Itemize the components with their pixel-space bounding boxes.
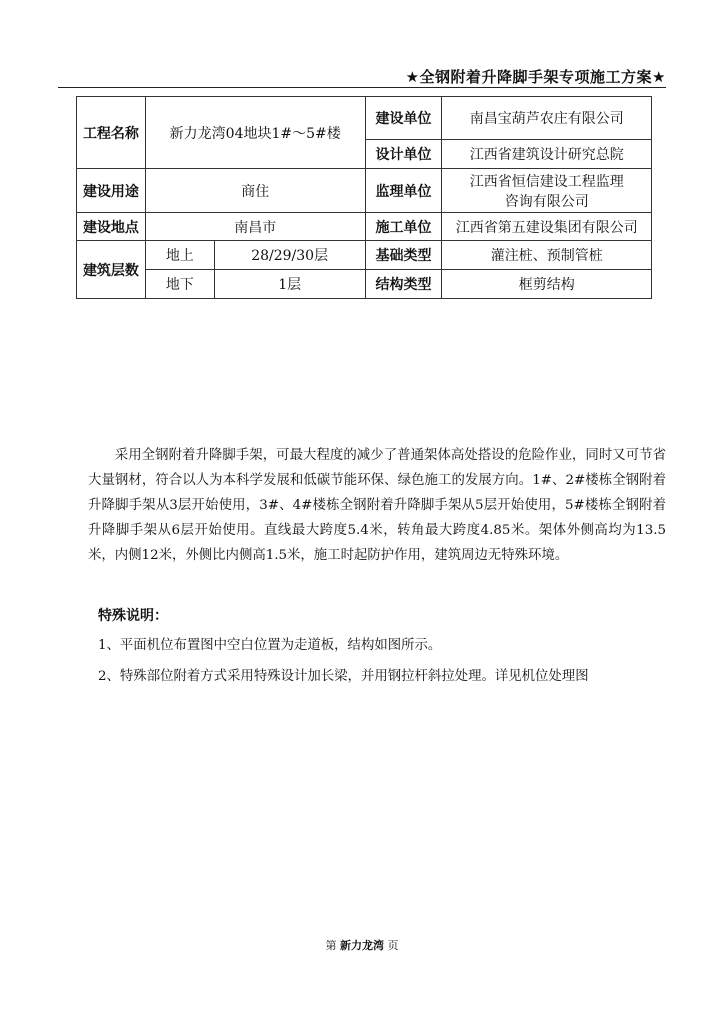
foundation-value: 灌注桩、预制管桩	[442, 241, 652, 270]
special-note-2: 2、特殊部位附着方式采用特殊设计加长梁，并用钢拉杆斜拉处理。详见机位处理图	[98, 669, 589, 684]
below-ground-value: 1层	[214, 270, 365, 299]
foundation-label: 基础类型	[365, 241, 442, 270]
structure-label: 结构类型	[365, 270, 442, 299]
body-paragraph: 采用全钢附着升降脚手架，可最大程度的减少了普通架体高处搭设的危险作业，同时又可节省大量钢材，符合以人为本科学发展和低碳节能环保、绿色施工的发展方向。1#、2#楼栋全钢附着升降脚手架从3层开始使用，3#、4#楼栋全钢附着升降脚手架从5层开始使用，5#楼栋全钢附着升降脚手架从6层开始使用。直线最大跨度5.4米，转角最大跨度4.85米。架体外侧高均为13.5米，内侧12米，外侧比内侧高1.5米，施工时起防护作用，建筑周边无特殊环境。	[88, 448, 666, 563]
footer-prefix: 第	[325, 939, 337, 952]
project-name-label: 工程名称	[77, 97, 146, 169]
usage-value: 商住	[145, 169, 365, 213]
special-note-title: 特殊说明：	[98, 608, 168, 624]
footer-project: 新力龙湾	[340, 939, 384, 952]
designer-label: 设计单位	[365, 140, 442, 169]
builder-value: 南昌宝葫芦农庄有限公司	[442, 97, 652, 140]
floors-label: 建筑层数	[77, 241, 146, 299]
footer-suffix: 页	[387, 939, 399, 952]
above-ground-label: 地上	[145, 241, 214, 270]
special-note-1: 1、平面机位布置图中空白位置为走道板，结构如图所示。	[98, 638, 442, 653]
supervisor-value	[442, 169, 652, 213]
contractor-value: 江西省第五建设集团有限公司	[442, 213, 652, 241]
page-footer	[0, 937, 724, 953]
location-label: 建设地点	[77, 213, 146, 241]
project-name-value: 新力龙湾04地块1#～5#楼	[145, 97, 365, 169]
supervisor-value-line2: 咨询有限公司	[504, 193, 589, 210]
below-ground-label: 地下	[145, 270, 214, 299]
builder-label: 建设单位	[365, 97, 442, 140]
supervisor-label: 监理单位	[365, 169, 442, 213]
supervisor-value-line1: 江西省恒信建设工程监理	[469, 173, 624, 190]
structure-value: 框剪结构	[442, 270, 652, 299]
above-ground-value: 28/29/30层	[214, 241, 365, 270]
contractor-label: 施工单位	[365, 213, 442, 241]
document-header-title: ★全钢附着升降脚手架专项施工方案★	[405, 68, 666, 86]
header-rule	[58, 87, 666, 88]
location-value: 南昌市	[145, 213, 365, 241]
project-info-table	[76, 96, 652, 299]
usage-label: 建设用途	[77, 169, 146, 213]
designer-value: 江西省建筑设计研究总院	[442, 140, 652, 169]
